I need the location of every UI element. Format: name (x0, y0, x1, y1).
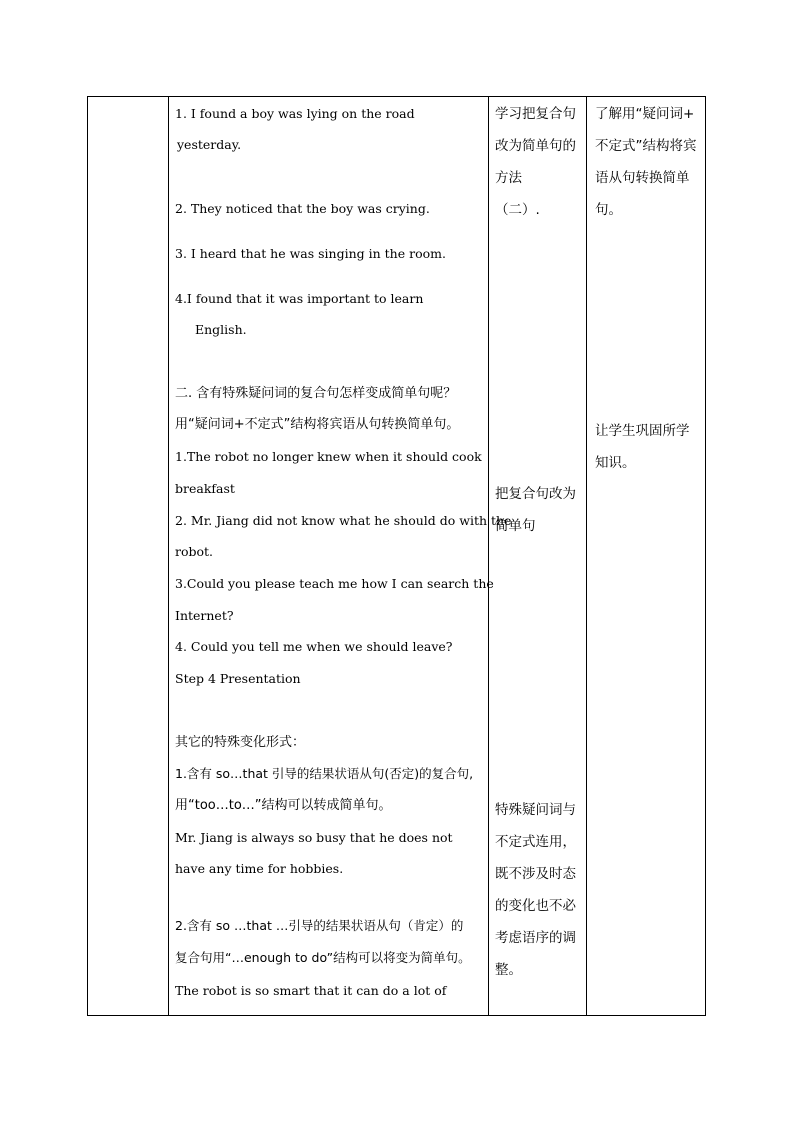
intent-line: 让学生巩固所学 (595, 423, 690, 439)
content-line: 1.The robot no longer knew when it should cook (175, 449, 482, 464)
content-line: 1. I found a boy was lying on the road (175, 106, 415, 121)
student-activity-column (488, 97, 586, 1015)
intent-line: 语从句转换简单 (595, 170, 690, 186)
content-line: have any time for hobbies. (175, 861, 344, 876)
activity-line: 简单句 (495, 518, 536, 534)
content-line: 用“疑问词+不定式”结构将宾语从句转换简单句。 (175, 417, 460, 432)
activity-line: 的变化也不必 (495, 898, 576, 914)
content-line: 复合句用“…enough to do”结构可以将变为简单句。 (175, 950, 471, 965)
activity-line: 方法 (495, 170, 522, 186)
content-line: 1.含有 so…that 引导的结果状语从句(否定)的复合句, (175, 766, 474, 781)
content-line: The robot is so smart that it can do a lot of (175, 983, 447, 998)
content-line: 用“too…to…”结构可以转成简单句。 (175, 798, 392, 813)
step-heading: Step 4 Presentation (175, 671, 301, 686)
content-line: 2. Mr. Jiang did not know what he should do with the (175, 513, 512, 528)
activity-line: （二）. (495, 202, 540, 218)
design-intent-column (586, 97, 707, 1015)
activity-line: 考虑语序的调 (495, 930, 576, 946)
content-line: English. (195, 322, 247, 337)
content-line: breakfast (175, 481, 235, 496)
intent-line: 知识。 (595, 455, 636, 471)
lesson-plan-table (87, 96, 706, 1016)
activity-line: 整。 (495, 962, 522, 978)
content-line: Internet? (175, 608, 234, 623)
content-line: 2. They noticed that the boy was crying. (175, 201, 430, 216)
step-column (88, 97, 168, 1015)
content-line: robot. (175, 544, 214, 559)
activity-line: 既不涉及时态 (495, 866, 576, 882)
activity-line: 把复合句改为 (495, 486, 576, 502)
content-line: yesterday. (177, 137, 242, 152)
content-line: 3. I heard that he was singing in the room. (175, 246, 446, 261)
intent-line: 不定式”结构将宾 (595, 138, 697, 154)
content-line: Mr. Jiang is always so busy that he does not (175, 830, 453, 845)
content-line: 其它的特殊变化形式： (175, 735, 306, 750)
activity-line: 改为简单句的 (495, 138, 576, 154)
content-line: 4.I found that it was important to learn (175, 291, 424, 306)
intent-line: 句。 (595, 202, 622, 218)
content-line: 2.含有 so …that …引导的结果状语从句（肯定）的 (175, 918, 464, 933)
section-heading: 二. 含有特殊疑问词的复合句怎样变成简单句呢？ (175, 386, 457, 401)
activity-line: 学习把复合句 (495, 106, 576, 122)
intent-line: 了解用“疑问词+ (595, 106, 695, 122)
content-line: 3.Could you please teach me how I can search the (175, 576, 494, 591)
activity-line: 特殊疑问词与 (495, 802, 576, 818)
content-line: 4. Could you tell me when we should leave? (175, 639, 453, 654)
activity-line: 不定式连用， (495, 834, 576, 850)
